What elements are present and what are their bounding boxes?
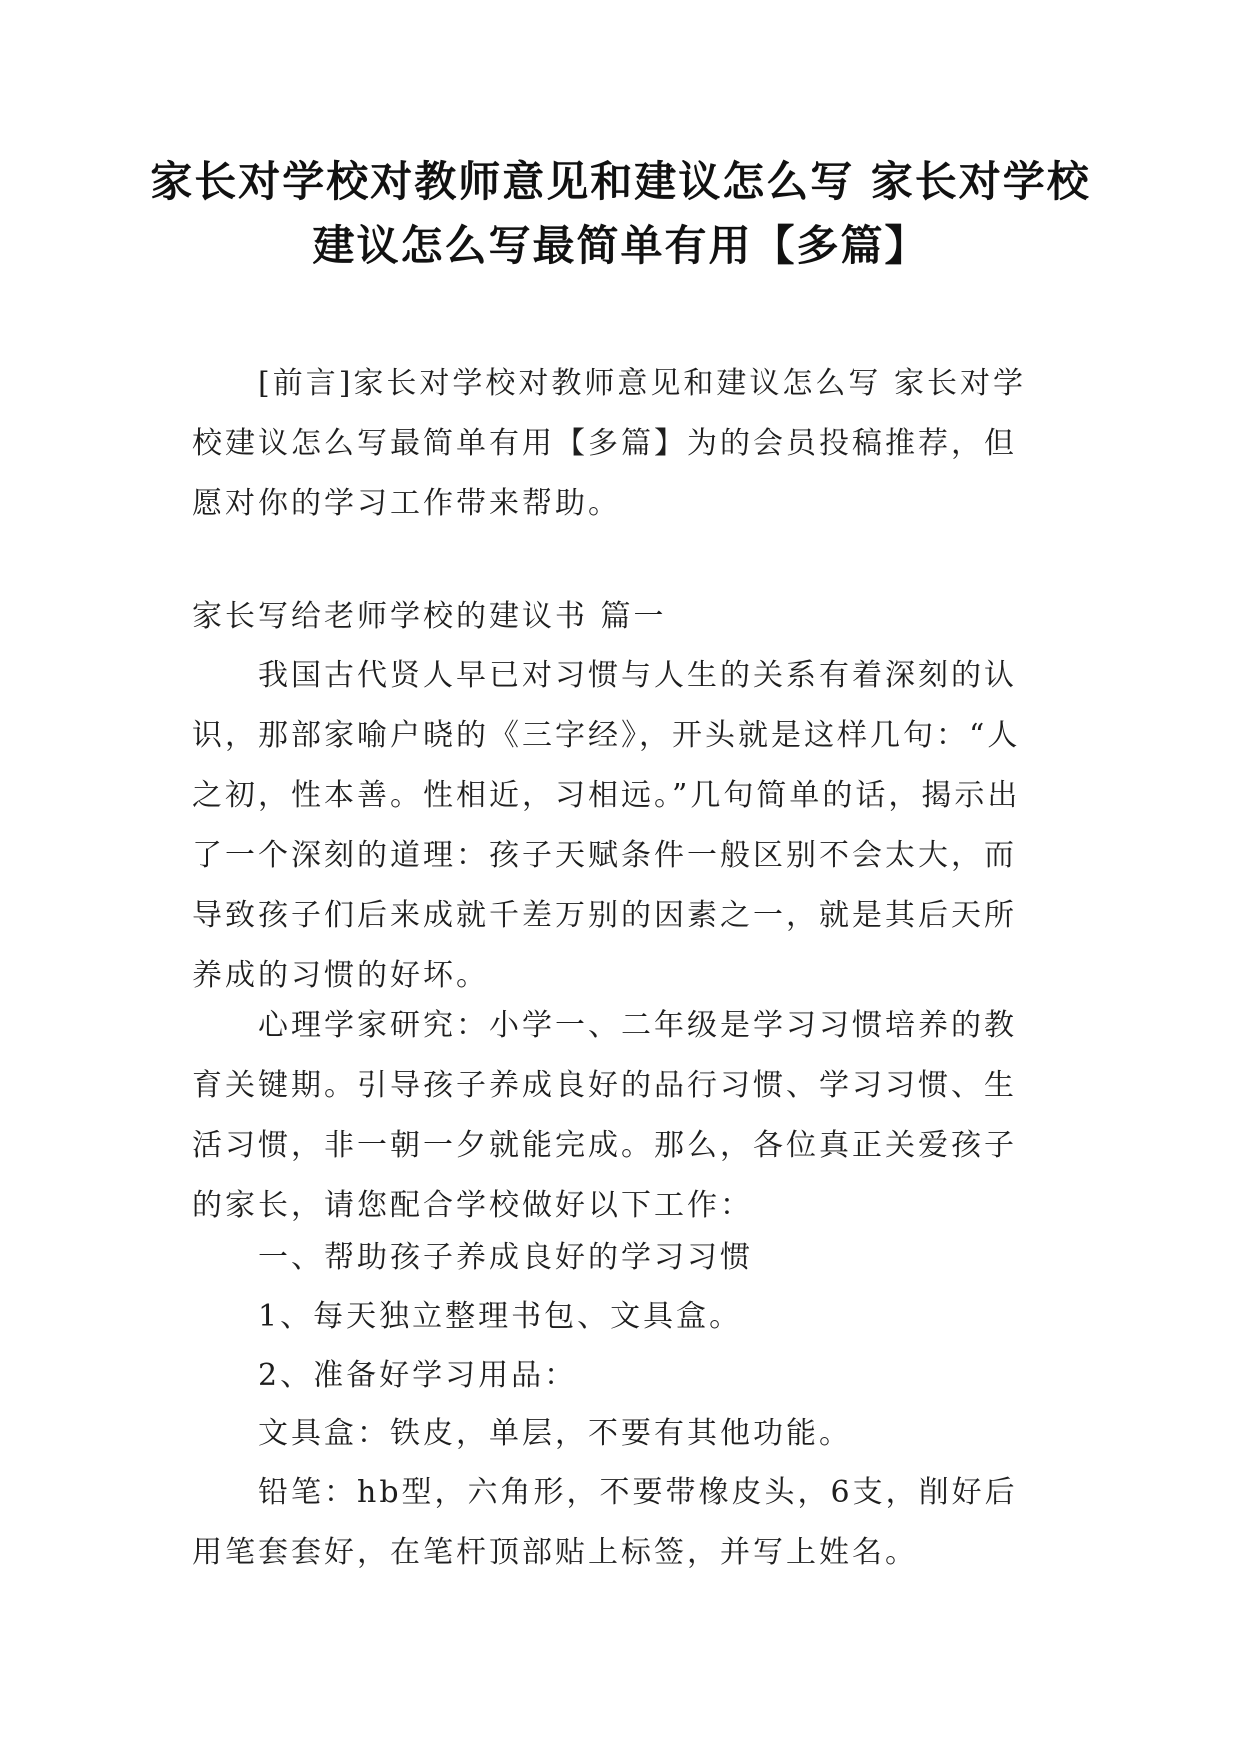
document-title: 家长对学校对教师意见和建议怎么写 家长对学校建议怎么写最简单有用【多篇】	[150, 157, 1091, 270]
body-paragraph: 1、每天独立整理书包、文具盒。	[258, 1299, 743, 1334]
body-paragraph: 一、帮助孩子养成良好的学习习惯	[258, 1240, 753, 1275]
section-heading: 家长写给老师学校的建议书 篇一	[192, 599, 667, 634]
body-paragraph: 铅笔：hb型，六角形，不要带橡皮头，6支，削好后用笔套套好，在笔杆顶部贴上标签，并写上姓名。	[192, 1475, 1018, 1570]
body-paragraph: 文具盒：铁皮，单层，不要有其他功能。	[258, 1416, 852, 1451]
body-paragraph: 2、准备好学习用品：	[258, 1358, 578, 1393]
preface-paragraph: [前言]家长对学校对教师意见和建议怎么写 家长对学校建议怎么写最简单有用【多篇】为的会员投稿推荐，但愿对你的学习工作带来帮助。	[192, 366, 1026, 521]
body-paragraph: 心理学家研究：小学一、二年级是学习习惯培养的教育关键期。引导孩子养成良好的品行习惯、学习习惯、生活习惯，非一朝一夕就能完成。那么，各位真正关爱孩子的家长，请您配合学校做好以下工作：	[192, 1008, 1017, 1223]
body-paragraph: 我国古代贤人早已对习惯与人生的关系有着深刻的认识，那部家喻户晓的《三字经》，开头就是这样几句：“人之初，性本善。性相近，习相远。”几句简单的话，揭示出了一个深刻的道理：孩子天赋条件一般区别不会太大，而导致孩子们后来成就千差万别的因素之一，就是其后天所养成的习惯的好坏。	[192, 658, 1021, 993]
